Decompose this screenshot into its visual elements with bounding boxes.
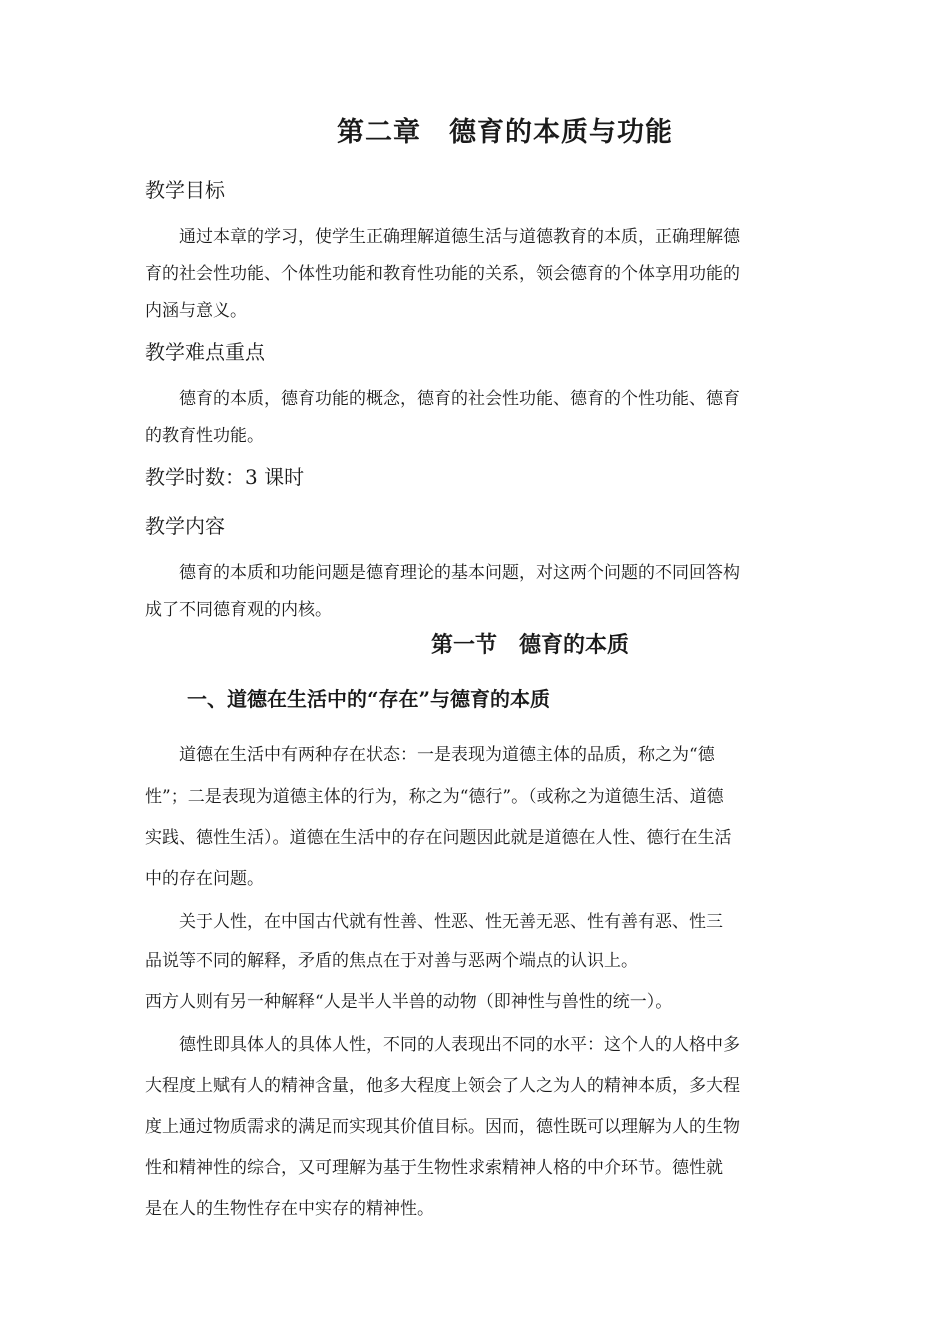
goal-line-1: 通过本章的学习，使学生正确理解道德生活与道德教育的本质，正确理解德 [145,227,740,247]
para1-line-2: 性”；二是表现为道德主体的行为，称之为“德行”。（或称之为道德生活、道德 [145,787,724,807]
para3-line-2: 大程度上赋有人的精神含量，他多大程度上领会了人之为人的精神本质，多大程 [145,1076,740,1096]
keypoints-line-1: 德育的本质，德育功能的概念，德育的社会性功能、德育的个性功能、德育 [145,389,740,409]
para1-line-1: 道德在生活中有两种存在状态：一是表现为道德主体的品质，称之为“德 [145,745,715,765]
para2-line-2: 品说等不同的解释，矛盾的焦点在于对善与恶两个端点的认识上。 [145,951,638,971]
para3-line-3: 度上通过物质需求的满足而实现其价值目标。因而，德性既可以理解为人的生物 [145,1117,740,1137]
goal-heading: 教学目标 [145,178,225,202]
para1-line-3: 实践、德性生活）。道德在生活中的存在问题因此就是道德在人性、德行在生活 [145,828,732,848]
para3-line-5: 是在人的生物性存在中实存的精神性。 [145,1199,434,1219]
subsection-title: 一、道德在生活中的“存在”与德育的本质 [187,687,551,711]
content-line-2: 成了不同德育观的内核。 [145,600,332,620]
hours-heading: 教学时数：3 课时 [145,465,305,489]
content-line-1: 德育的本质和功能问题是德育理论的基本问题，对这两个问题的不同回答构 [145,563,740,583]
para3-line-4: 性和精神性的综合，又可理解为基于生物性求索精神人格的中介环节。德性就 [145,1158,723,1178]
chapter-title: 第二章 德育的本质与功能 [337,117,673,148]
content-heading: 教学内容 [145,514,225,538]
para2-line-1: 关于人性，在中国古代就有性善、性恶、性无善无恶、性有善有恶、性三 [145,912,723,932]
para3-line-1: 德性即具体人的具体人性，不同的人表现出不同的水平：这个人的人格中多 [145,1035,740,1055]
goal-line-2: 育的社会性功能、个体性功能和教育性功能的关系，领会德育的个体享用功能的 [145,264,740,284]
keypoints-line-2: 的教育性功能。 [145,426,264,446]
section-title: 第一节 德育的本质 [430,632,629,658]
para2-line-3: 西方人则有另一种解释“人是半人半兽的动物（即神性与兽性的统一）。 [145,992,673,1012]
keypoints-heading: 教学难点重点 [145,340,265,364]
goal-line-3: 内涵与意义。 [145,301,247,321]
para1-line-4: 中的存在问题。 [145,869,264,889]
